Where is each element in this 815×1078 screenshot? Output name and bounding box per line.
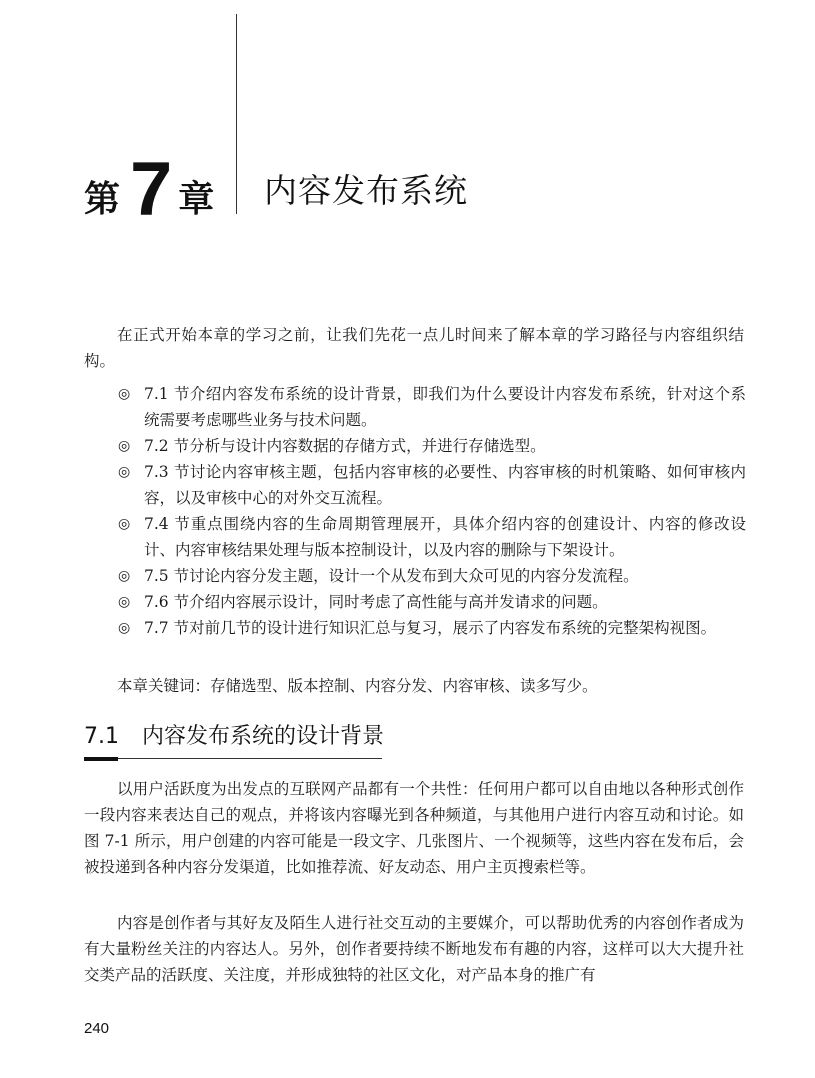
bullet-icon: ◎ [118,516,131,532]
bullet-icon: ◎ [118,568,131,584]
chapter-suffix: 章 [178,179,215,220]
section-underline-accent [84,757,118,761]
chapter-heading [84,147,215,232]
chapter-title: 内容发布系统 [264,171,468,210]
page-number: 240 [84,1020,110,1037]
list-item [118,459,746,511]
section-title: 内容发布系统的设计背景 [142,724,385,749]
chapter-number: 7 [130,147,173,232]
list-item-text: 7.2 节分析与设计内容数据的存储方式，并进行存储选型。 [144,437,546,455]
chapter-prefix: 第 [84,179,121,220]
list-item [118,589,746,615]
bullet-icon: ◎ [118,386,131,402]
body-paragraph: 以用户活跃度为出发点的互联网产品都有一个共性：任何用户都可以自由地以各种形式创作一段内容来表达自己的观点，并将该内容曝光到各种频道，与其他用户进行内容互动和讨论。如图 7-1 所示，用户创建的内容可能是一段文字、几张图片、一个视频等，这些内容在发布后，会被投递到各种内容分发渠道，比如推荐流、好友动态、用户主页搜索栏等。 [84,780,744,876]
list-item [118,563,746,589]
chapter-divider-line [236,14,237,214]
bullet-icon: ◎ [118,594,131,610]
body-paragraph: 内容是创作者与其好友及陌生人进行社交互动的主要媒介，可以帮助优秀的内容创作者成为有大量粉丝关注的内容达人。另外，创作者要持续不断地发布有趣的内容，这样可以大大提升社交类产品的活跃度、关注度，并形成独特的社区文化，对产品本身的推广有 [84,914,744,984]
list-item-text: 7.5 节讨论内容分发主题，设计一个从发布到大众可见的内容分发流程。 [144,567,639,585]
bullet-icon: ◎ [118,464,131,480]
chapter-keywords: 本章关键词：存储选型、版本控制、内容分发、内容审核、读多写少。 [117,677,598,695]
chapter-outline-list [118,381,746,641]
list-item-text: 7.6 节介绍内容展示设计，同时考虑了高性能与高并发请求的问题。 [144,593,608,611]
list-item [118,381,746,433]
list-item-text: 7.3 节讨论内容审核主题，包括内容审核的必要性、内容审核的时机策略、如何审核内容，以及审核中心的对外交互流程。 [144,463,746,507]
list-item-text: 7.1 节介绍内容发布系统的设计背景，即我们为什么要设计内容发布系统，针对这个系统需要考虑哪些业务与技术问题。 [144,385,746,429]
list-item [118,615,746,641]
intro-paragraph: 在正式开始本章的学习之前，让我们先花一点儿时间来了解本章的学习路径与内容组织结构。 [84,326,744,370]
list-item [118,433,746,459]
list-item [118,511,746,563]
list-item-text: 7.7 节对前几节的设计进行知识汇总与复习，展示了内容发布系统的完整架构视图。 [144,619,717,637]
section-number: 7.1 [84,724,119,749]
list-item-text: 7.4 节重点围绕内容的生命周期管理展开，具体介绍内容的创建设计、内容的修改设计、内容审核结果处理与版本控制设计，以及内容的删除与下架设计。 [144,515,746,559]
section-underline [84,758,382,759]
section-heading [84,722,384,752]
bullet-icon: ◎ [118,620,131,636]
bullet-icon: ◎ [118,438,131,454]
